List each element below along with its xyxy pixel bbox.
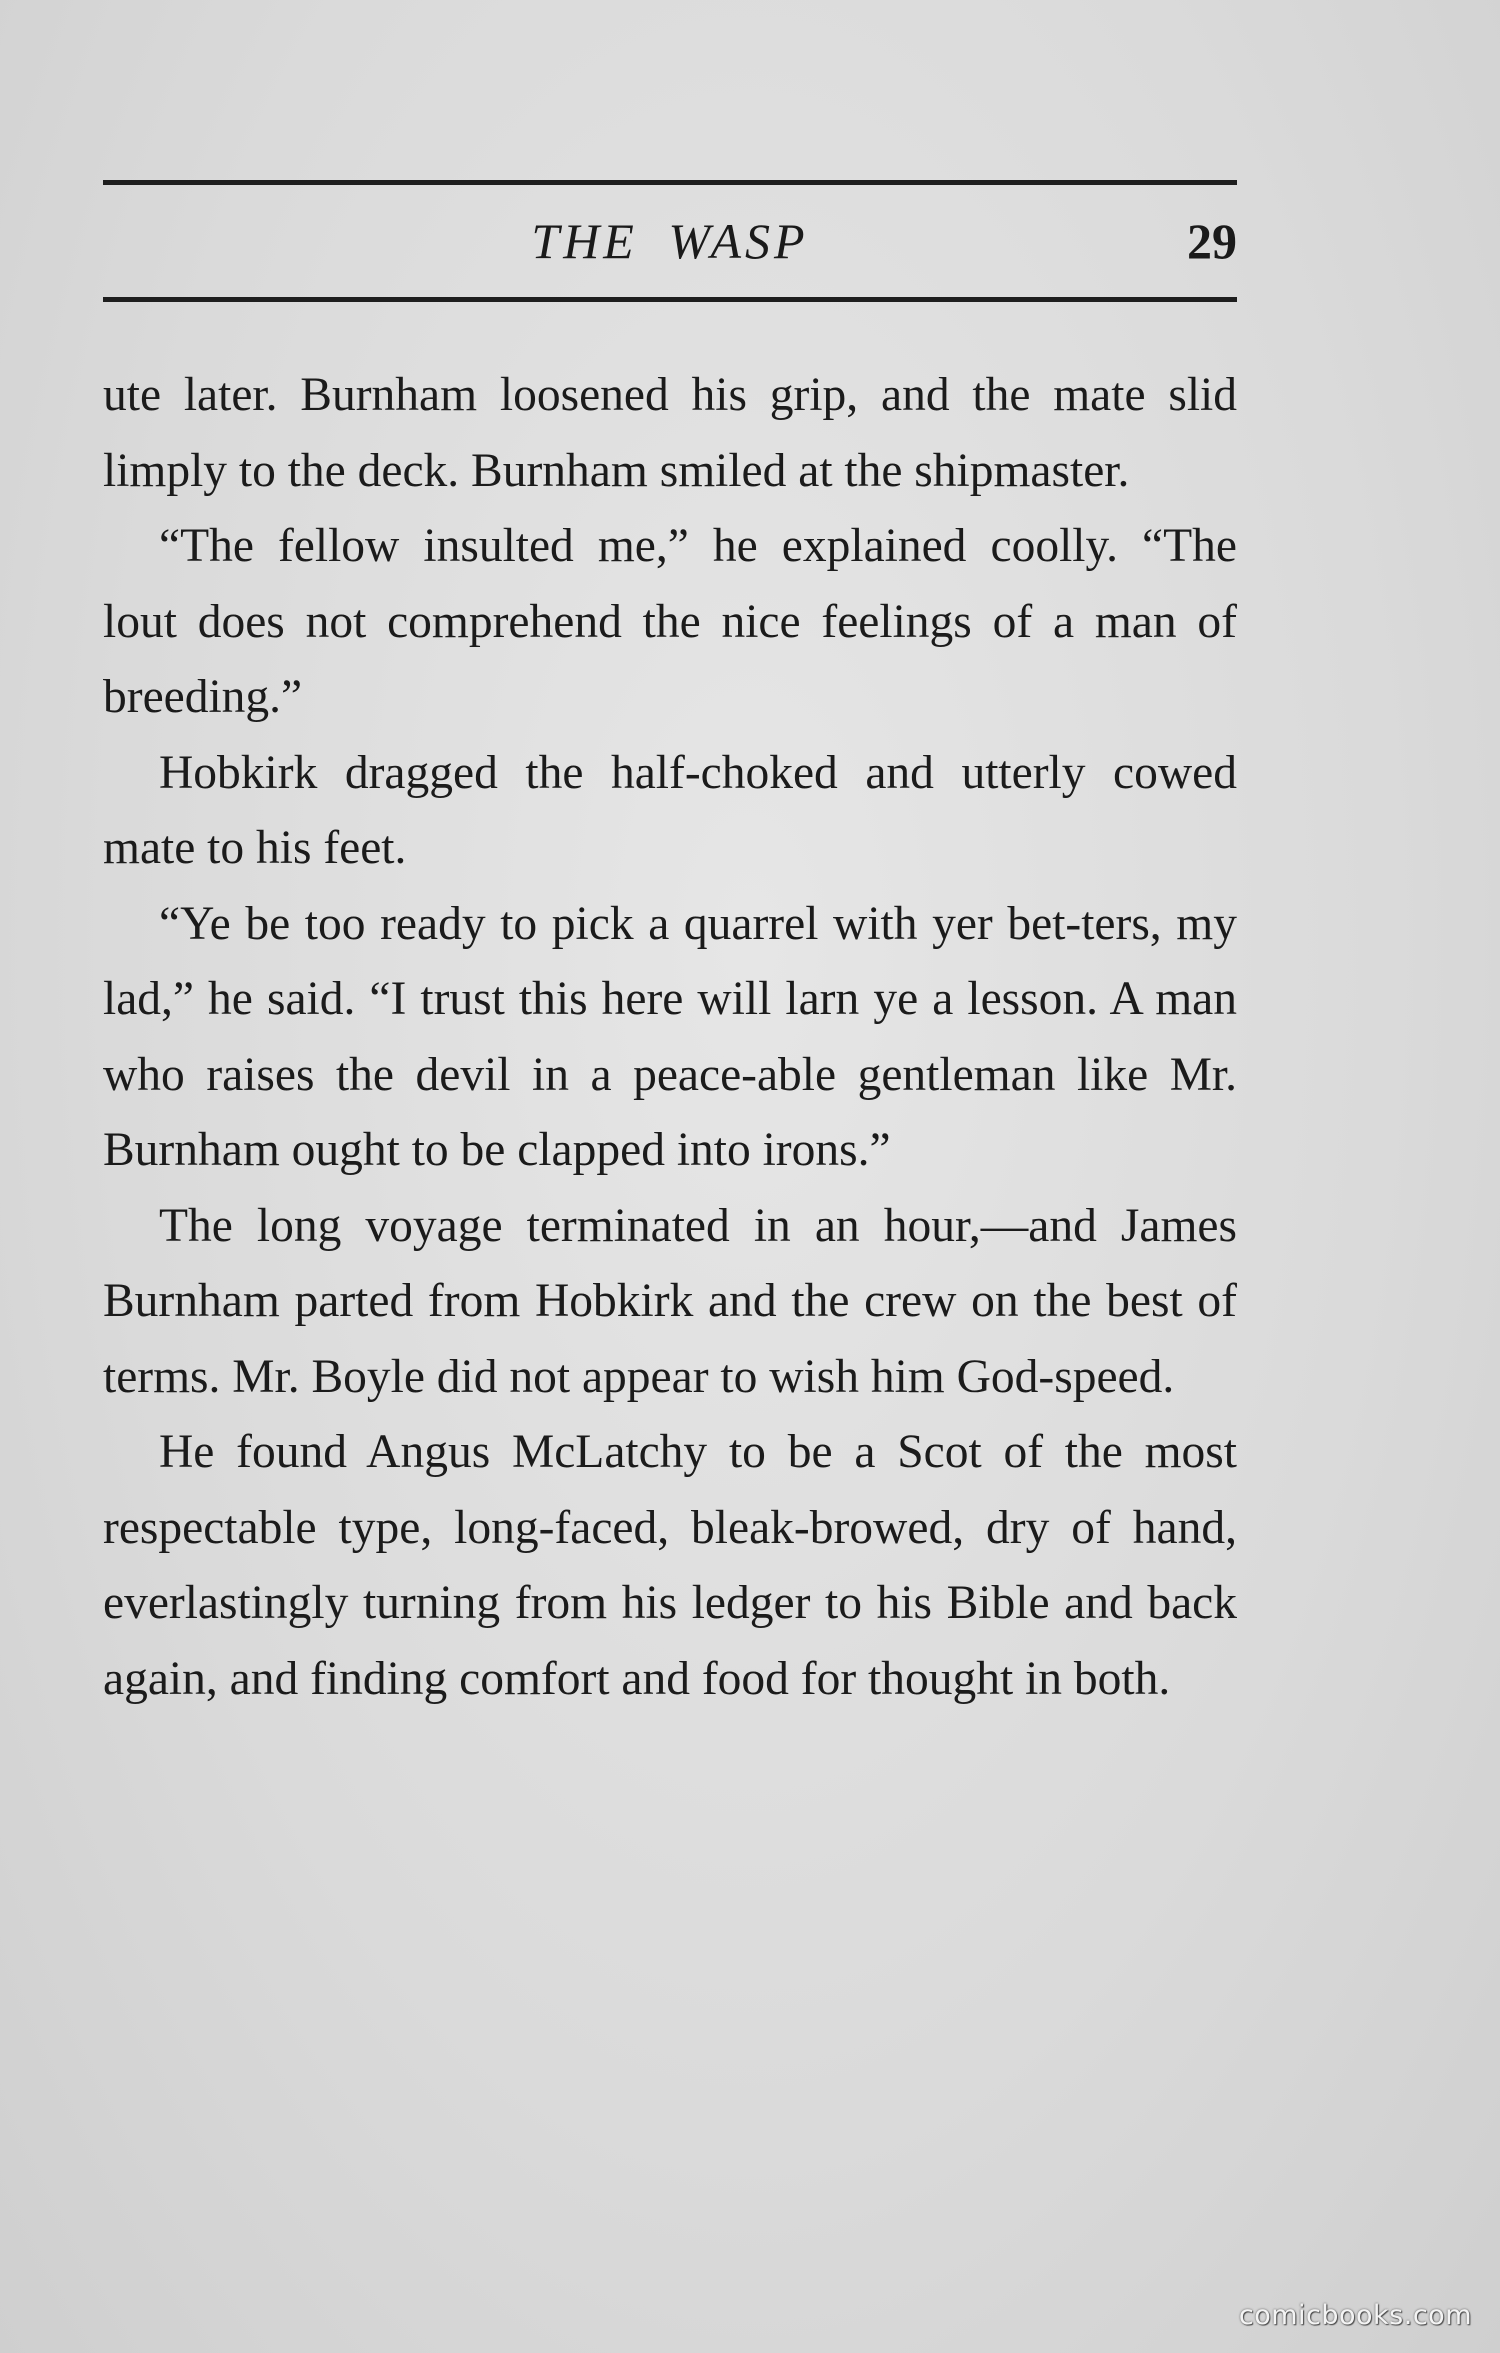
watermark: comicbooks.com bbox=[1238, 2300, 1472, 2331]
paragraph-4: “Ye be too ready to pick a quarrel with yer bet-ters, my lad,” he said. “I trust this here will larn ye a lesson. A man who raises the devil in a peace-able gentleman like Mr. Burnham ought to be clapped into irons.” bbox=[103, 897, 1237, 1176]
paragraph-1: ute later. Burnham loosened his grip, and the mate slid limply to the deck. Burnham smiled at the shipmaster. bbox=[103, 369, 1237, 497]
paragraph-5: The long voyage terminated in an hour,—and James Burnham parted from Hobkirk and the crew on the best of terms. Mr. Boyle did not appear to wish him God-speed. bbox=[103, 1199, 1237, 1403]
paragraph-2: “The fellow insulted me,” he explained coolly. “The lout does not comprehend the nice feelings of a man of breeding.” bbox=[103, 520, 1237, 723]
running-head bbox=[103, 206, 1237, 276]
running-title: THE WASP bbox=[531, 213, 809, 269]
paragraph-3: Hobkirk dragged the half-choked and utterly cowed mate to his feet. bbox=[103, 746, 1237, 874]
paragraph-6: He found Angus McLatchy to be a Scot of the most respectable type, long-faced, bleak-browed, dry of hand, everlastingly turning from his ledger to his Bible and back again, and finding comfort and food for thought in both. bbox=[103, 1426, 1237, 1705]
header-bottom-rule bbox=[103, 297, 1237, 302]
header-top-rule bbox=[103, 180, 1237, 185]
page-number: 29 bbox=[1187, 213, 1237, 269]
body-text bbox=[103, 358, 1237, 1717]
